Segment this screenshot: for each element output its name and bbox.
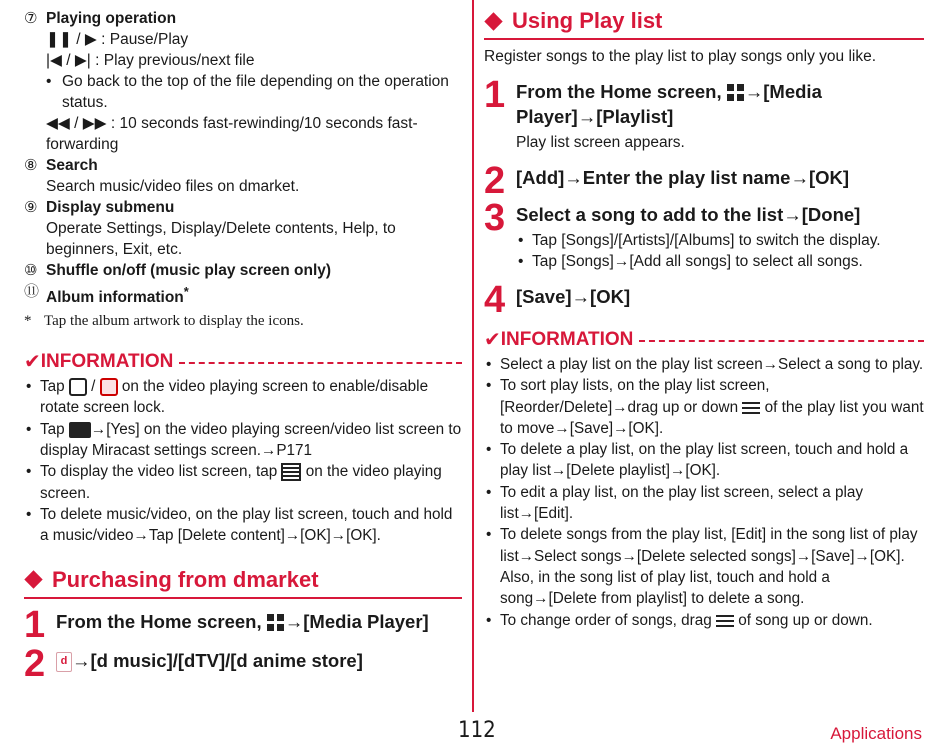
bullet-text: • Go back to the top of the file depending on the operation status. (46, 71, 462, 113)
step-title (56, 609, 462, 634)
check-icon: ✔ (484, 329, 501, 351)
step-title: Select a song to add to the list→[Done] (516, 204, 861, 225)
information-heading (484, 327, 924, 352)
item-shuffle (24, 260, 462, 281)
step-title: [Add]→Enter the play list name→[OK] (516, 167, 850, 188)
footer-section-label: Applications (830, 724, 922, 743)
text: →[Media Player] (284, 610, 429, 632)
rotate-lock-active-icon (100, 378, 118, 396)
diamond-icon (24, 570, 42, 588)
item-title: Display submenu (46, 199, 175, 216)
information-list (484, 354, 924, 631)
list-item (484, 375, 924, 439)
drag-handle-icon (716, 615, 734, 627)
dashed-rule (179, 362, 462, 364)
step-desc: Play list screen appears. (516, 134, 685, 151)
miracast-icon (69, 422, 91, 438)
step-number: 3 (484, 197, 506, 239)
item-desc: Search music/video files on dmarket. (46, 178, 300, 195)
footnote-text: Tap the album artwork to display the icons. (44, 313, 304, 330)
text: on the video playing screen. (40, 463, 442, 502)
step-bullet: • Tap [Songs]/[Artists]/[Albums] to switch the display. (516, 230, 924, 251)
list-item: • To edit a play list, on the play list screen, select a play list→[Edit]. (484, 482, 924, 525)
d-market-icon: d (56, 652, 72, 672)
step-title (56, 648, 462, 673)
item-title: Playing operation (46, 10, 177, 27)
text: Tap (40, 378, 65, 396)
information-label: INFORMATION (500, 328, 634, 350)
step-bullet: • Tap [Songs]→[Add all songs] to select all songs. (516, 251, 924, 272)
text: →[Yes] on the video playing screen/video list screen to display Miracast settings screen.→P171 (40, 420, 462, 460)
list-item: • To delete a play list, on the play list screen, touch and hold a play list→[Delete playlist]→[OK]. (484, 439, 924, 482)
prev-next-line: |◀ / ▶| : Play previous/next file (46, 52, 255, 69)
item-album-info (24, 281, 462, 308)
text: To change order of songs, drag (500, 611, 712, 629)
item-display-submenu (24, 197, 462, 260)
section-heading (24, 567, 462, 599)
item-number: ⑨ (24, 199, 38, 216)
item-search (24, 155, 462, 197)
drag-handle-icon (742, 402, 760, 414)
list-item (24, 376, 462, 419)
step-number: 4 (484, 279, 506, 321)
step-number: 1 (484, 74, 506, 116)
list-item (24, 461, 462, 504)
text: / (91, 378, 96, 396)
apps-grid-icon (267, 614, 285, 632)
intro-text: Register songs to the play list to play songs only you like. (484, 48, 877, 65)
check-icon: ✔ (24, 351, 41, 374)
text: To display the video list screen, tap (40, 463, 278, 481)
text: From the Home screen, (56, 610, 262, 632)
dashed-rule (639, 340, 924, 342)
left-column (24, 8, 462, 685)
right-column (484, 8, 924, 631)
list-item: • Select a play list on the play list screen→Select a song to play. (484, 354, 924, 375)
information-heading (24, 349, 462, 374)
item-number: ⑧ (24, 157, 38, 174)
item-number: ⑩ (24, 262, 38, 279)
text: →[d music]/[dTV]/[d anime store] (72, 649, 363, 671)
text: of song up or down. (738, 611, 873, 629)
list-item: • To delete songs from the play list, [Edit] in the song list of play list→Select songs→[Delete selected songs]→[Save]→[OK]. Also, in the song list of play list, touch and hold a song→[Delete from playlist] to delete a song. (484, 524, 924, 609)
text: Tap (40, 420, 65, 438)
item-desc: Operate Settings, Display/Delete contents, Help, to beginners, Exit, etc. (46, 220, 396, 258)
information-label: INFORMATION (40, 350, 174, 372)
rotate-lock-icon (69, 378, 87, 396)
step (484, 160, 924, 202)
step (24, 642, 462, 685)
step (484, 279, 924, 321)
item-number: ⑦ (24, 10, 38, 27)
item-sup: * (183, 284, 189, 299)
text: To sort play lists, on the play list screen, [Reorder/Delete]→drag up or down (500, 377, 770, 416)
column-divider (472, 0, 474, 712)
text: on the video playing screen to enable/disable rotate screen lock. (40, 378, 429, 417)
footnote-star: * (24, 313, 32, 330)
step (484, 197, 924, 272)
footnote (24, 311, 462, 331)
step-number: 2 (24, 642, 46, 685)
step-title: [Save]→[OK] (516, 286, 631, 307)
pause-play-line: ❚❚ / ▶ : Pause/Play (46, 31, 189, 48)
diamond-icon (484, 12, 502, 30)
text: →[Media Player]→[Playlist] (516, 81, 822, 127)
step-number: 2 (484, 160, 506, 202)
list-item (24, 419, 462, 462)
section-heading (484, 8, 924, 40)
item-title: Search (46, 157, 98, 174)
item-number: ⑪ (24, 283, 40, 300)
item-title: Album information (46, 289, 184, 307)
information-list (24, 376, 462, 546)
fast-forward-line: ◀◀ / ▶▶ : 10 seconds fast-rewinding/10 seconds fast-forwarding (46, 115, 418, 153)
item-title: Shuffle on/off (music play screen only) (46, 262, 332, 279)
page-number: 112 (458, 718, 496, 743)
step-title (516, 79, 924, 129)
step (24, 603, 462, 646)
text: of the play list you want to move→[Save]→[OK]. (500, 398, 924, 437)
section-title: Using Play list (512, 8, 663, 33)
video-list-icon (281, 463, 301, 481)
list-item: • To delete music/video, on the play list screen, touch and hold a music/video→Tap [Delete content]→[OK]→[OK]. (24, 504, 462, 547)
step-number: 1 (24, 603, 46, 646)
apps-grid-icon (727, 84, 745, 102)
step (484, 74, 924, 153)
list-item (484, 610, 924, 631)
text: From the Home screen, (516, 81, 722, 102)
section-title: Purchasing from dmarket (52, 566, 319, 592)
item-playing-operation (24, 8, 462, 155)
